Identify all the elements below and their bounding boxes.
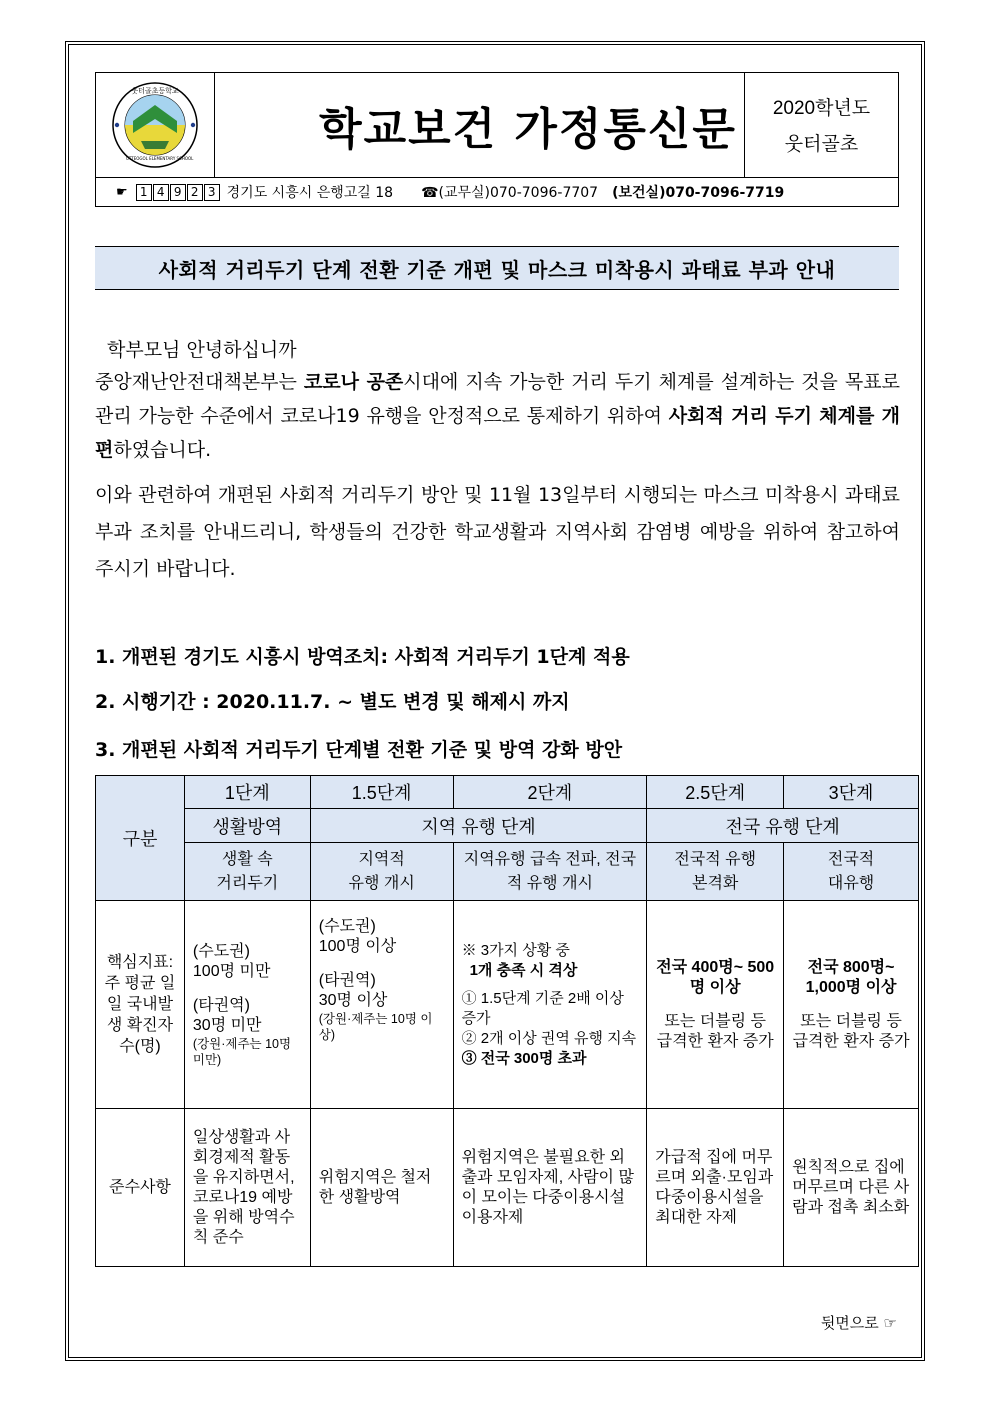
subject-banner [95, 246, 899, 290]
item-1: 1. 개편된 경기도 시흥시 방역조치: 사회적 거리두기 1단계 적용 [95, 646, 630, 668]
zip-digit: 4 [153, 184, 169, 201]
zip-digit: 3 [204, 184, 220, 201]
letter-header [95, 72, 899, 207]
subject-text: 사회적 거리두기 단계 전환 기준 개편 및 마스크 미착용시 과태료 부과 안내 [158, 257, 836, 282]
zip-digit: 2 [187, 184, 203, 201]
logo-text-bottom: UTTEOGOL ELEMENTARY SCHOOL [126, 156, 194, 161]
rule-cell: 위험지역은 불필요한 외출과 모임자제, 사람이 많이 모이는 다중이용시설 이용자제 [453, 1109, 647, 1267]
item-3: 3. 개편된 사회적 거리두기 단계별 전환 기준 및 방역 강화 방안 [95, 739, 623, 761]
row-label-rules: 준수사항 [96, 1109, 185, 1267]
phone-health: (보건실)070-7096-7719 [612, 185, 785, 201]
rule-cell: 원칙적으로 집에 머무르며 다른 사람과 접촉 최소화 [784, 1109, 919, 1267]
row-label-indicator: 핵심지표: 주 평균 일일 국내발생 확진자 수(명) [96, 901, 185, 1109]
indicator-cell: ※ 3가지 상황 중 1개 충족 시 격상 ① 1.5단계 기준 2배 이상 증가 ② 2개 이상 권역 유행 지속 ③ 전국 300명 초과 [453, 901, 647, 1109]
hand-pointer-icon: ☛ [116, 184, 128, 200]
group-header: 생활방역 [184, 809, 310, 843]
svg-text:웃터골초등학교: 웃터골초등학교 [131, 87, 179, 95]
indicator-cell: (수도권) 100명 이상 (타권역) 30명 이상 (강원·제주는 10명 이상) [310, 901, 453, 1109]
stage-desc: 전국적 대유행 [784, 843, 919, 901]
paragraph-2: 이와 관련하여 개편된 사회적 거리두기 방안 및 11월 13일부터 시행되는 마스크 미착용시 과태료 부과 조치를 안내드리니, 학생들의 건강한 학교생활과 지역사회 감염병 예방을 위하여 참고하여 주시기 바랍니다. [95, 484, 900, 580]
group-header: 전국 유행 단계 [647, 809, 919, 843]
stage-header: 1단계 [184, 776, 310, 809]
item-2: 2. 시행기간 : 2020.11.7. ~ 별도 변경 및 해제시 까지 [95, 691, 570, 713]
stage-desc: 전국적 유행 본격화 [647, 843, 784, 901]
contact-line [96, 178, 898, 206]
zip-digit: 1 [136, 184, 152, 201]
indicator-cell: 전국 800명~ 1,000명 이상 또는 더블링 등 급격한 환자 증가 [784, 901, 919, 1109]
rule-cell: 위험지역은 철저한 생활방역 [310, 1109, 453, 1267]
greeting: 학부모님 안녕하십니까 [107, 339, 297, 361]
stage-header: 2단계 [453, 776, 647, 809]
indicator-cell: (수도권) 100명 미만 (타권역) 30명 미만 (강원·제주는 10명 미만) [184, 901, 310, 1109]
address: 경기도 시흥시 은행고길 18 [226, 185, 394, 201]
stage-header: 1.5단계 [310, 776, 453, 809]
stage-header: 3단계 [784, 776, 919, 809]
rule-cell: 가급적 집에 머무르며 외출·모임과 다중이용시설을 최대한 자제 [647, 1109, 784, 1267]
group-header: 지역 유행 단계 [310, 809, 647, 843]
rule-cell: 일상생활과 사회경제적 활동을 유지하면서, 코로나19 예방을 위해 방역수칙 준수 [184, 1109, 310, 1267]
newsletter-title: 학교보건 가정통신문 [319, 104, 737, 155]
zip-digit: 9 [170, 184, 186, 201]
stage-desc: 지역유행 급속 전파, 전국 적 유행 개시 [453, 843, 647, 901]
phone-office: ☎(교무실)070-7096-7707 [421, 185, 599, 201]
stage-header: 2.5단계 [647, 776, 784, 809]
stage-desc: 지역적 유행 개시 [310, 843, 453, 901]
school-name: 웃터골초 [784, 134, 859, 155]
next-page-note: 뒷면으로 ☞ [820, 1314, 897, 1332]
indicator-cell: 전국 400명~ 500명 이상 또는 더블링 등 급격한 환자 증가 [647, 901, 784, 1109]
paragraph-1: 중앙재난안전대책본부는 코로나 공존시대에 지속 가능한 거리 두기 체계를 설계하는 것을 목표로 관리 가능한 수준에서 코로나19 유행을 안정적으로 통제하기 위하여 사회적 거리 두기 체계를 개편하였습니다. [95, 371, 900, 461]
school-year: 2020학년도 [772, 98, 871, 119]
corner-header: 구분 [96, 776, 185, 901]
distancing-stage-table [95, 775, 919, 1267]
stage-desc: 생활 속 거리두기 [184, 843, 310, 901]
